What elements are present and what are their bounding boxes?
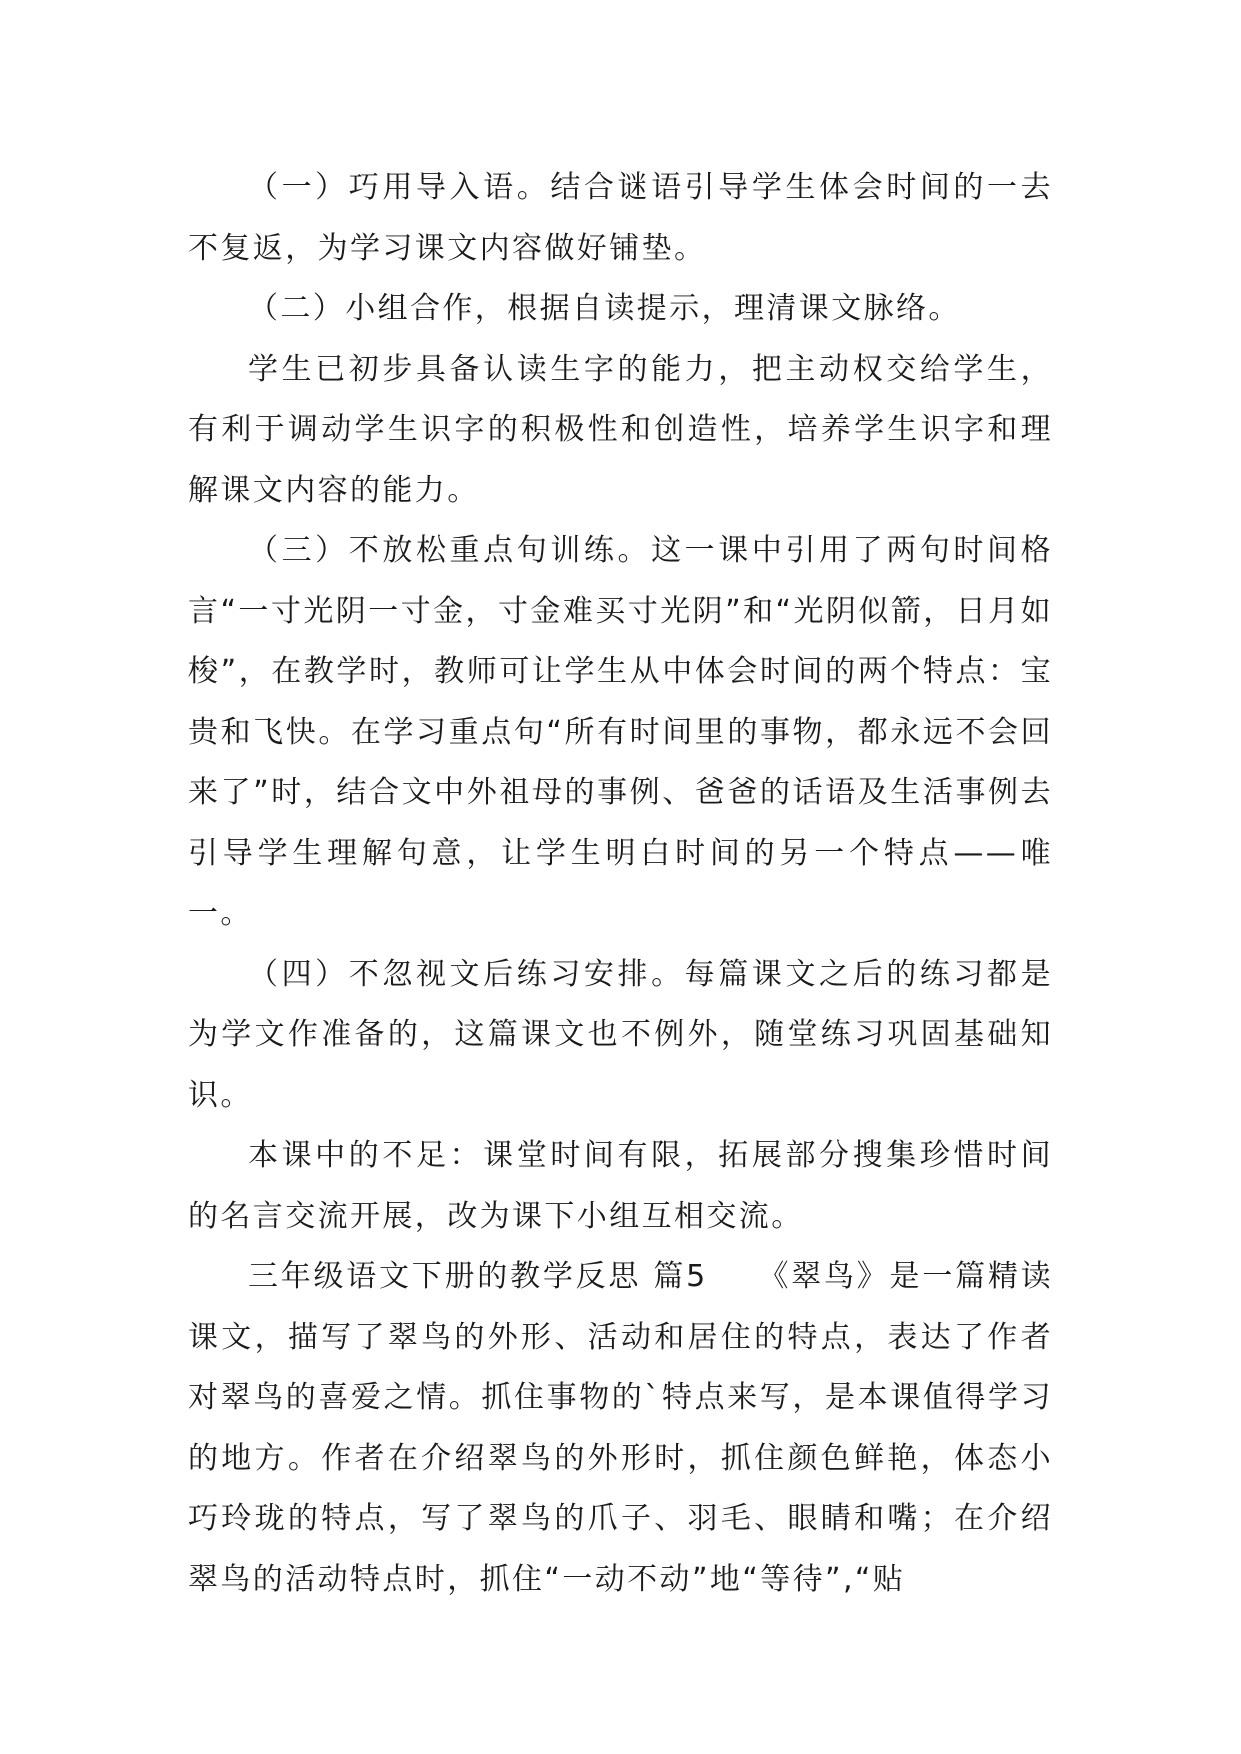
paragraph-4: （三）不放松重点句训练。这一课中引用了两句时间格言“一寸光阴一寸金，寸金难买寸光阴”和“光阴似箭，日月如梭”，在教学时，教师可让学生从中体会时间的两个特点：宝贵和飞快。在学习重点句“所有时间里的事物，都永远不会回来了”时，结合文中外祖母的事例、爸爸的话语及生活事例去引导学生理解句意，让学生明白时间的另一个特点——唯一。 — [188, 533, 1053, 931]
paragraph-6: 本课中的不足：课堂时间有限，拓展部分搜集珍惜时间的名言交流开展，改为课下小组互相交流。 — [188, 1138, 1053, 1234]
paragraph-5: （四）不忽视文后练习安排。每篇课文之后的练习都是为学文作准备的，这篇课文也不例外，随堂练习巩固基础知识。 — [188, 956, 1053, 1113]
paragraph-2: （二）小组合作，根据自读提示，理清课文脉络。 — [248, 291, 961, 326]
body-text — [188, 158, 1053, 1610]
paragraph-7: 三年级语文下册的教学反思 篇5 《翠鸟》是一篇精读课文，描写了翠鸟的外形、活动和居住的特点，表达了作者对翠鸟的喜爱之情。抓住事物的`特点来写，是本课值得学习的地方。作者在介绍翠鸟的外形时，抓住颜色鲜艳，体态小巧玲珑的特点，写了翠鸟的爪子、羽毛、眼睛和嘴；在介绍翠鸟的活动特点时，抓住“一动不动”地“等待”,“贴 — [188, 1259, 1053, 1597]
paragraph-1: （一）巧用导入语。结合谜语引导学生体会时间的一去不复返，为学习课文内容做好铺垫。 — [188, 170, 1053, 266]
paragraph-3: 学生已初步具备认读生字的能力，把主动权交给学生，有利于调动学生识字的积极性和创造性，培养学生识字和理解课文内容的能力。 — [188, 351, 1053, 508]
